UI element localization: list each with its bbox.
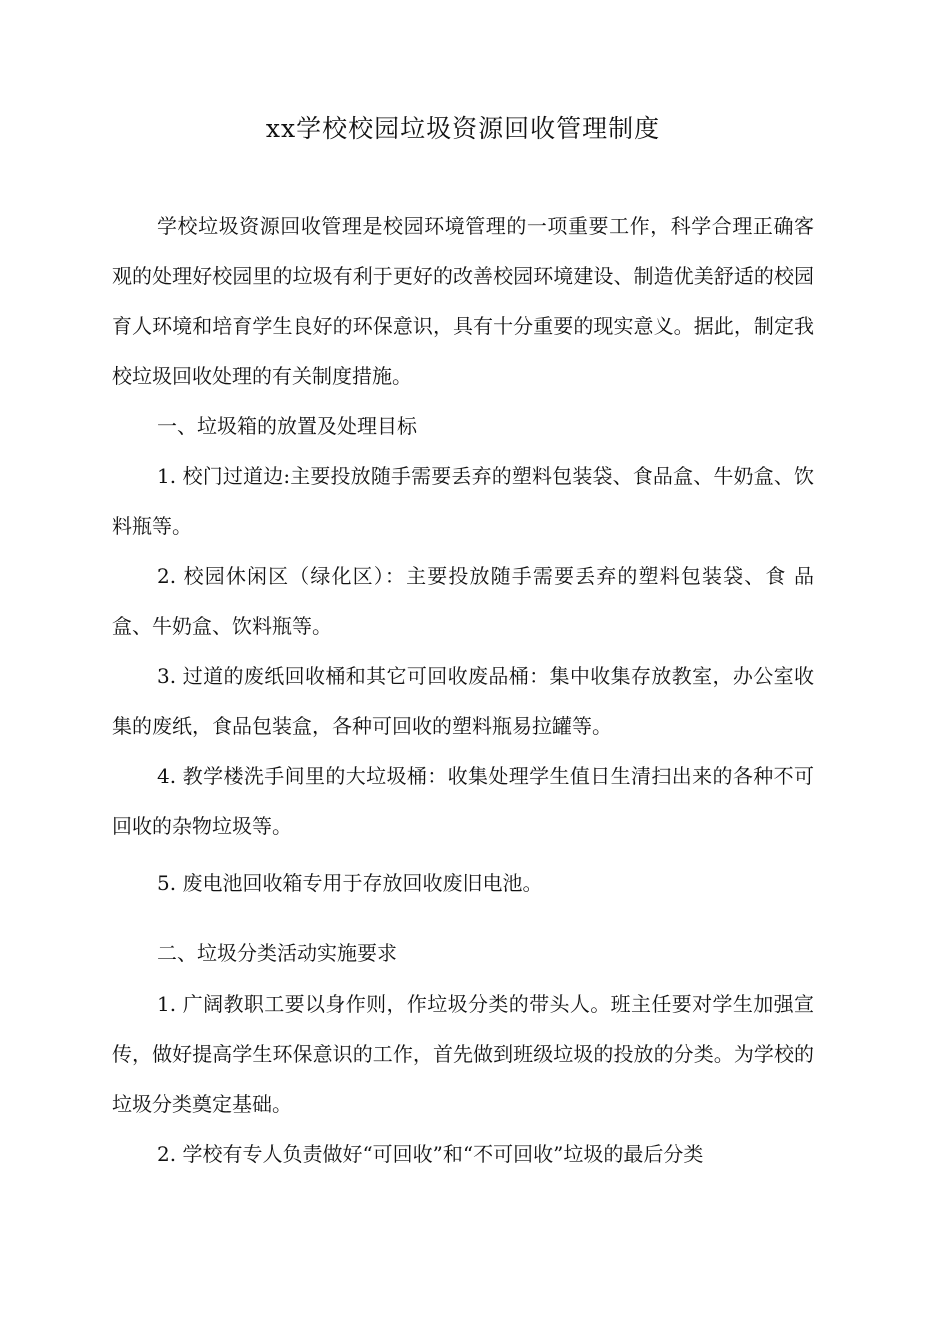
section-1-item-2: 2. 校园休闲区（绿化区）：主要投放随手需要丢弃的塑料包装袋、食 品盒、牛奶盒、饮料瓶等。 xyxy=(112,564,814,638)
document-title: xx学校校园垃圾资源回收管理制度 xyxy=(265,114,661,143)
section-1-item-3: 3. 过道的废纸回收桶和其它可回收废品桶：集中收集存放教室，办公室收集的废纸，食品包装盒，各种可回收的塑料瓶易拉罐等。 xyxy=(112,664,814,738)
section-2-item-2: 2. 学校有专人负责做好“可回收”和“不可回收”垃圾的最后分类 xyxy=(157,1142,704,1166)
section-2-item-1: 1. 广阔教职工要以身作则，作垃圾分类的带头人。班主任要对学生加强宣传，做好提高学生环保意识的工作，首先做到班级垃圾的投放的分类。为学校的垃圾分类奠定基础。 xyxy=(112,992,814,1116)
section-1-heading: 一、垃圾箱的放置及处理目标 xyxy=(157,414,417,438)
intro-paragraph: 学校垃圾资源回收管理是校园环境管理的一项重要工作，科学合理正确客观的处理好校园里的垃圾有利于更好的改善校园环境建设、制造优美舒适的校园育人环境和培育学生良好的环保意识，具有十分重要的现实意义。据此，制定我校垃圾回收处理的有关制度措施。 xyxy=(112,214,814,388)
section-1-item-5: 5. 废电池回收箱专用于存放回收废旧电池。 xyxy=(157,871,543,895)
section-1-item-1: 1. 校门过道边:主要投放随手需要丢弃的塑料包装袋、食品盒、牛奶盒、饮料瓶等。 xyxy=(112,464,814,538)
section-1-item-4: 4. 教学楼洗手间里的大垃圾桶：收集处理学生值日生清扫出来的各种不可回收的杂物垃圾等。 xyxy=(112,764,814,838)
section-2-heading: 二、垃圾分类活动实施要求 xyxy=(157,941,397,965)
